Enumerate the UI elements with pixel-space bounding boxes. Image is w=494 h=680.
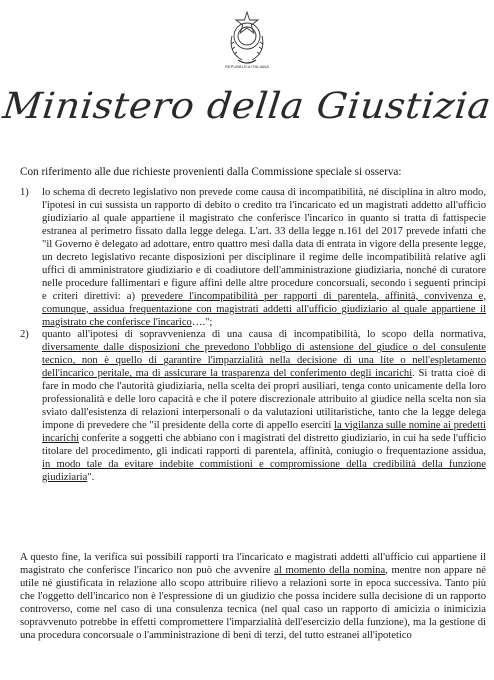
- text-segment: lo schema di decreto legislativo non prevede come causa di incompatibilità, né disciplina in altro modo, l'ipotesi in cui sussista un rapporto di debito o credito tra l'incaricato ed un magistrati addetto all'ufficio giudiziario al quale appartiene il magistrato che conferisce l'incarico in quanto si tratta di fattispecie estranea al perimetro fissato dalla legge delega. L'art. 33 della legge n.161 del 2017 prevede infatti che "il Governo è delegato ad adottare, entro quattro mesi dalla data di entrata in vigore della presente legge, un decreto legislativo recante disposizioni per disciplinare il regime delle incompatibilità relative agli uffici di amministratore giudiziario e di coadiutore dell'amministrazione giudiziaria, nonché di curatore nelle procedure fallimentari e figure affini delle altre procedure concorsuali, secondo i seguenti principi e criteri direttivi: a): [42, 187, 486, 302]
- text-segment: A questo fine, la verifica sui possibili rapporti tra l'incaricato e magistrati addetti all'ufficio cui appartiene il magistrato che conferisce l'incarico non può che avvenire: [20, 552, 486, 576]
- emblem-text: REPUBBLICA ITALIANA: [225, 64, 269, 69]
- intro-text: Con riferimento alle due richieste provenienti dalla Commissione speciale si osserva:: [20, 166, 402, 178]
- text-segment: ….";: [191, 316, 213, 328]
- list-item-number: 1): [20, 187, 29, 198]
- closing-paragraph: [20, 552, 486, 643]
- underlined-segment: prevedere l'incompatibilità per rapporti di parentela, affinità, convivenza e, comunque, assidua frequentazione con magistrati addetti all'ufficio giudiziario al quale appartiene il magistrato che conferisce l'incarico: [42, 290, 486, 328]
- numbered-list: [20, 187, 486, 485]
- text-segment: conferite a soggetti che abbiano con i magistrati del distretto giudiziario, in cui ha sede l'ufficio titolare del procedimento, gli indicati rapporti di parentela, affinità, coniugio o frequentazione assidua,: [42, 433, 486, 458]
- text-segment: quanto all'ipotesi di sopravvenienza di una causa di incompatibilità, lo scopo della normativa,: [42, 329, 486, 341]
- list-item: [20, 187, 486, 329]
- text-segment: , mentre non appare né utile né giustificata in relazione allo scopo attribuire rilievo a relazioni sorte in epoca successiva. Tanto più che l'oggetto dell'incarico non è l'espressione di un giudizio che possa incidere sulla decisione di un rapporto controverso, come nel caso di una consulenza tecnica (nel qual caso un rapporto di amicizia o inimicizia sopravvenuto potrebbe in effetti compromettere l'imparzialità dell'esercizio della funzione), ma la gestione di una procedura concorsuale o l'amministrazione di beni di terzi, del tutto estranei all'ipotetico: [20, 564, 486, 641]
- list-item-number: 2): [20, 329, 29, 341]
- underlined-segment: la vigilanza sulle nomine ai predetti incarichi: [42, 420, 486, 445]
- underlined-segment: al momento della nomina: [274, 564, 386, 576]
- ministry-title: Ministero della Giustizia: [0, 86, 494, 127]
- underlined-segment: diversamente dalle disposizioni che prevedono l'obbligo di astensione del giudice o del consulente tecnico, non è quello di garantire l'imparzialità nella decisione di una lite o nell'espletamento dell'incarico peritale, ma di assicurare la trasparenza del conferimento degli incarichi: [42, 342, 486, 380]
- emblem-icon: [218, 6, 276, 70]
- text-segment: ".: [87, 471, 95, 483]
- list-item: [20, 329, 486, 484]
- underlined-segment: in modo tale da evitare indebite commistioni e compromissione della credibilità della funzione giudiziaria: [42, 459, 486, 483]
- text-segment: . Si tratta cioè di fare in modo che l'autorità giudiziaria, nella scelta dei propri ausiliari, tenga conto unicamente della loro professionalità e delle loro capacità e che il potere discrezionale attribuito al giudice nella scelta non sia sviato dall'esistenza di relazioni interpersonali o da valutazioni utilitaristiche, tanto che la legge delega impone di prevedere che "il presidente della corte di appello eserciti: [42, 368, 486, 432]
